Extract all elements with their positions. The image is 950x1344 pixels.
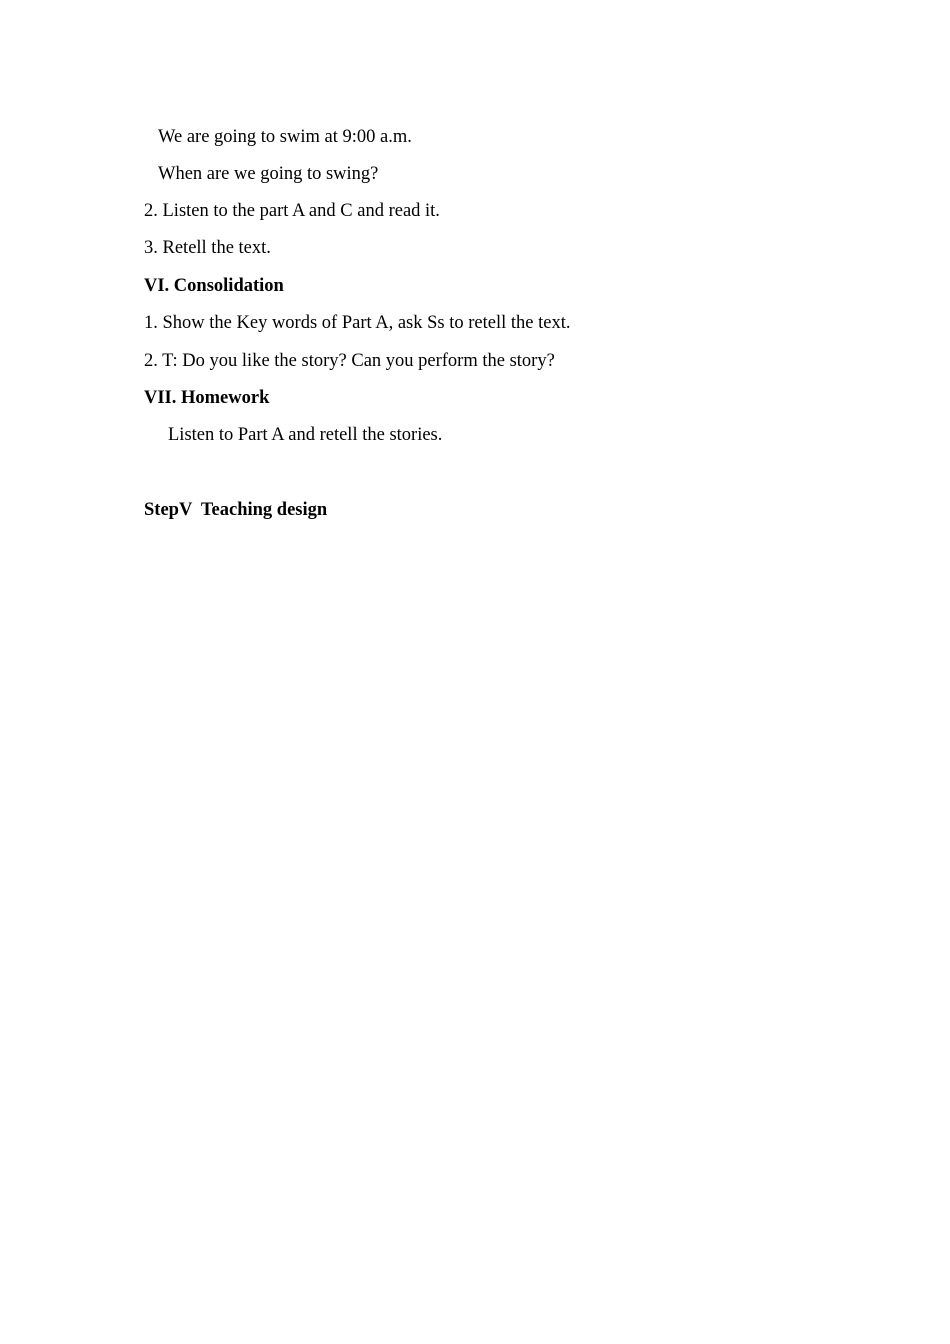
section-heading-consolidation: VI. Consolidation [144, 276, 284, 296]
step-retell-text: 3. Retell the text. [144, 238, 271, 258]
step-listen-part-a-c: 2. Listen to the part A and C and read it. [144, 201, 440, 221]
section-heading-teaching-design: StepV Teaching design [144, 500, 328, 520]
section-heading-homework: VII. Homework [144, 388, 270, 408]
example-sentence-swim: We are going to swim at 9:00 a.m. [158, 127, 412, 147]
consolidation-item-2: 2. T: Do you like the story? Can you perform the story? [144, 351, 555, 371]
homework-text: Listen to Part A and retell the stories. [168, 425, 443, 445]
consolidation-item-1: 1. Show the Key words of Part A, ask Ss to retell the text. [144, 313, 571, 333]
example-question-swing: When are we going to swing? [158, 164, 379, 184]
